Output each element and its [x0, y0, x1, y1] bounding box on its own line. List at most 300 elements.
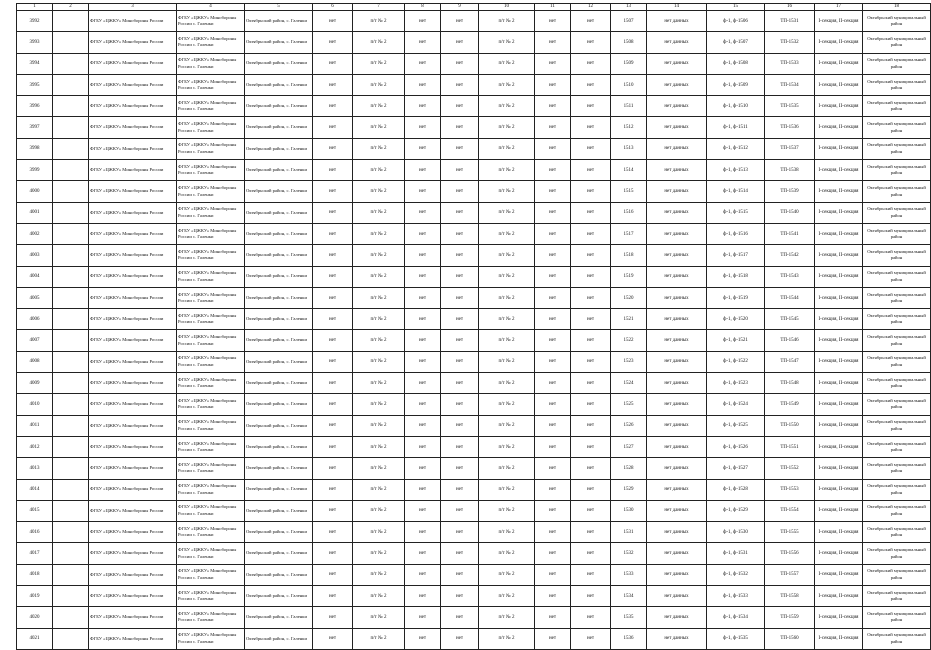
holder-cell: ФГБУ «ЦЖКУ» Минобороны России с. Галенки	[177, 53, 245, 74]
col10-cell: п/т № 2	[479, 330, 535, 351]
col16-cell: ТП-1541	[765, 223, 815, 244]
col9-cell: нет	[441, 181, 479, 202]
holder-cell: ФГБУ «ЦЖКУ» Минобороны России с. Галенки	[177, 479, 245, 500]
col16-cell: ТП-1555	[765, 522, 815, 543]
col12-cell: нет	[571, 330, 611, 351]
col13-cell: 1510	[611, 74, 647, 95]
col6-cell: нет	[313, 330, 353, 351]
col13-cell: 1516	[611, 202, 647, 223]
row-number: 3999	[17, 160, 53, 181]
table-row	[17, 351, 931, 372]
owner-cell: ФГБУ «ЦЖКУ» Минобороны России	[89, 500, 177, 521]
holder-cell: ФГБУ «ЦЖКУ» Минобороны России с. Галенки	[177, 160, 245, 181]
col12-cell: нет	[571, 458, 611, 479]
col6-cell: нет	[313, 181, 353, 202]
table-row	[17, 436, 931, 457]
col11-cell: нет	[535, 373, 571, 394]
col9-cell: нет	[441, 543, 479, 564]
col14-cell: нет данных	[647, 53, 707, 74]
col9-cell: нет	[441, 53, 479, 74]
address-cell: Октябрьский район, с. Галенки	[245, 32, 313, 53]
empty-cell	[53, 117, 89, 138]
col17-cell: I-секция, II-секция	[815, 266, 863, 287]
col10-cell: п/т № 2	[479, 53, 535, 74]
col6-cell: нет	[313, 373, 353, 394]
col12-cell: нет	[571, 74, 611, 95]
col14-cell: нет данных	[647, 586, 707, 607]
row-number: 4012	[17, 436, 53, 457]
holder-cell: ФГБУ «ЦЖКУ» Минобороны России с. Галенки	[177, 543, 245, 564]
table-row	[17, 628, 931, 649]
col11-cell: нет	[535, 53, 571, 74]
district-cell: Октябрьский муниципальный район	[863, 586, 931, 607]
table-row	[17, 479, 931, 500]
col6-cell: нет	[313, 266, 353, 287]
col12-cell: нет	[571, 223, 611, 244]
col7-cell: п/т № 2	[353, 543, 405, 564]
empty-cell	[53, 32, 89, 53]
col12-cell: нет	[571, 160, 611, 181]
col13-cell: 1530	[611, 500, 647, 521]
row-number: 4021	[17, 628, 53, 649]
address-cell: Октябрьский район, с. Галенки	[245, 586, 313, 607]
column-number: 2	[53, 4, 89, 11]
district-cell: Октябрьский муниципальный район	[863, 245, 931, 266]
col11-cell: нет	[535, 266, 571, 287]
col17-cell: I-секция, II-секция	[815, 373, 863, 394]
col16-cell: ТП-1532	[765, 32, 815, 53]
col15-cell: ф-1, ф-1506	[707, 11, 765, 32]
holder-cell: ФГБУ «ЦЖКУ» Минобороны России с. Галенки	[177, 351, 245, 372]
col10-cell: п/т № 2	[479, 479, 535, 500]
col9-cell: нет	[441, 11, 479, 32]
col15-cell: ф-1, ф-1518	[707, 266, 765, 287]
col14-cell: нет данных	[647, 500, 707, 521]
col12-cell: нет	[571, 181, 611, 202]
district-cell: Октябрьский муниципальный район	[863, 628, 931, 649]
holder-cell: ФГБУ «ЦЖКУ» Минобороны России с. Галенки	[177, 138, 245, 159]
holder-cell: ФГБУ «ЦЖКУ» Минобороны России с. Галенки	[177, 436, 245, 457]
row-number: 4019	[17, 586, 53, 607]
col17-cell: I-секция, II-секция	[815, 543, 863, 564]
empty-cell	[53, 436, 89, 457]
col7-cell: п/т № 2	[353, 96, 405, 117]
col15-cell: ф-1, ф-1510	[707, 96, 765, 117]
col11-cell: нет	[535, 458, 571, 479]
col17-cell: I-секция, II-секция	[815, 160, 863, 181]
col10-cell: п/т № 2	[479, 266, 535, 287]
row-number: 4006	[17, 309, 53, 330]
col17-cell: I-секция, II-секция	[815, 415, 863, 436]
col15-cell: ф-1, ф-1524	[707, 394, 765, 415]
col12-cell: нет	[571, 287, 611, 308]
col12-cell: нет	[571, 266, 611, 287]
col11-cell: нет	[535, 522, 571, 543]
holder-cell: ФГБУ «ЦЖКУ» Минобороны России с. Галенки	[177, 607, 245, 628]
column-number: 16	[765, 4, 815, 11]
col8-cell: нет	[405, 266, 441, 287]
empty-cell	[53, 138, 89, 159]
col13-cell: 1524	[611, 373, 647, 394]
col14-cell: нет данных	[647, 96, 707, 117]
row-number: 4020	[17, 607, 53, 628]
holder-cell: ФГБУ «ЦЖКУ» Минобороны России с. Галенки	[177, 330, 245, 351]
address-cell: Октябрьский район, с. Галенки	[245, 160, 313, 181]
row-number: 4000	[17, 181, 53, 202]
holder-cell: ФГБУ «ЦЖКУ» Минобороны России с. Галенки	[177, 415, 245, 436]
col11-cell: нет	[535, 564, 571, 585]
col11-cell: нет	[535, 11, 571, 32]
col17-cell: I-секция, II-секция	[815, 117, 863, 138]
col16-cell: ТП-1536	[765, 117, 815, 138]
col14-cell: нет данных	[647, 138, 707, 159]
owner-cell: ФГБУ «ЦЖКУ» Минобороны России	[89, 32, 177, 53]
col8-cell: нет	[405, 245, 441, 266]
empty-cell	[53, 74, 89, 95]
col14-cell: нет данных	[647, 223, 707, 244]
district-cell: Октябрьский муниципальный район	[863, 607, 931, 628]
col8-cell: нет	[405, 586, 441, 607]
owner-cell: ФГБУ «ЦЖКУ» Минобороны России	[89, 138, 177, 159]
col9-cell: нет	[441, 500, 479, 521]
col9-cell: нет	[441, 32, 479, 53]
table-row	[17, 202, 931, 223]
table-row	[17, 543, 931, 564]
col15-cell: ф-1, ф-1520	[707, 309, 765, 330]
col10-cell: п/т № 2	[479, 245, 535, 266]
col11-cell: нет	[535, 543, 571, 564]
col17-cell: I-секция, II-секция	[815, 96, 863, 117]
district-cell: Октябрьский муниципальный район	[863, 287, 931, 308]
col13-cell: 1525	[611, 394, 647, 415]
col15-cell: ф-1, ф-1509	[707, 74, 765, 95]
col10-cell: п/т № 2	[479, 138, 535, 159]
col13-cell: 1512	[611, 117, 647, 138]
col7-cell: п/т № 2	[353, 309, 405, 330]
holder-cell: ФГБУ «ЦЖКУ» Минобороны России с. Галенки	[177, 458, 245, 479]
holder-cell: ФГБУ «ЦЖКУ» Минобороны России с. Галенки	[177, 564, 245, 585]
row-number: 4008	[17, 351, 53, 372]
col7-cell: п/т № 2	[353, 394, 405, 415]
col13-cell: 1519	[611, 266, 647, 287]
empty-cell	[53, 287, 89, 308]
col6-cell: нет	[313, 586, 353, 607]
col8-cell: нет	[405, 223, 441, 244]
col9-cell: нет	[441, 628, 479, 649]
col7-cell: п/т № 2	[353, 607, 405, 628]
column-number: 7	[353, 4, 405, 11]
col8-cell: нет	[405, 607, 441, 628]
empty-cell	[53, 394, 89, 415]
column-number: 6	[313, 4, 353, 11]
col7-cell: п/т № 2	[353, 11, 405, 32]
column-number: 1	[17, 4, 53, 11]
col11-cell: нет	[535, 330, 571, 351]
owner-cell: ФГБУ «ЦЖКУ» Минобороны России	[89, 373, 177, 394]
address-cell: Октябрьский район, с. Галенки	[245, 394, 313, 415]
owner-cell: ФГБУ «ЦЖКУ» Минобороны России	[89, 607, 177, 628]
col16-cell: ТП-1554	[765, 500, 815, 521]
col6-cell: нет	[313, 351, 353, 372]
district-cell: Октябрьский муниципальный район	[863, 436, 931, 457]
col12-cell: нет	[571, 96, 611, 117]
col9-cell: нет	[441, 351, 479, 372]
col8-cell: нет	[405, 202, 441, 223]
col13-cell: 1507	[611, 11, 647, 32]
col16-cell: ТП-1545	[765, 309, 815, 330]
row-number: 4013	[17, 458, 53, 479]
col7-cell: п/т № 2	[353, 564, 405, 585]
col17-cell: I-секция, II-секция	[815, 628, 863, 649]
owner-cell: ФГБУ «ЦЖКУ» Минобороны России	[89, 628, 177, 649]
col14-cell: нет данных	[647, 394, 707, 415]
table-row	[17, 522, 931, 543]
col12-cell: нет	[571, 607, 611, 628]
col9-cell: нет	[441, 564, 479, 585]
table-row	[17, 245, 931, 266]
empty-cell	[53, 11, 89, 32]
empty-cell	[53, 479, 89, 500]
col9-cell: нет	[441, 415, 479, 436]
column-number: 15	[707, 4, 765, 11]
holder-cell: ФГБУ «ЦЖКУ» Минобороны России с. Галенки	[177, 11, 245, 32]
col14-cell: нет данных	[647, 607, 707, 628]
col10-cell: п/т № 2	[479, 458, 535, 479]
col12-cell: нет	[571, 351, 611, 372]
col6-cell: нет	[313, 543, 353, 564]
col16-cell: ТП-1534	[765, 74, 815, 95]
row-number: 3996	[17, 96, 53, 117]
col14-cell: нет данных	[647, 117, 707, 138]
address-cell: Октябрьский район, с. Галенки	[245, 138, 313, 159]
empty-cell	[53, 223, 89, 244]
col6-cell: нет	[313, 607, 353, 628]
col10-cell: п/т № 2	[479, 351, 535, 372]
col9-cell: нет	[441, 117, 479, 138]
col17-cell: I-секция, II-секция	[815, 500, 863, 521]
col10-cell: п/т № 2	[479, 628, 535, 649]
col7-cell: п/т № 2	[353, 373, 405, 394]
col11-cell: нет	[535, 96, 571, 117]
col15-cell: ф-1, ф-1522	[707, 351, 765, 372]
col10-cell: п/т № 2	[479, 394, 535, 415]
empty-cell	[53, 202, 89, 223]
col15-cell: ф-1, ф-1517	[707, 245, 765, 266]
col15-cell: ф-1, ф-1519	[707, 287, 765, 308]
table-row	[17, 266, 931, 287]
address-cell: Октябрьский район, с. Галенки	[245, 351, 313, 372]
col8-cell: нет	[405, 74, 441, 95]
column-number: 5	[245, 4, 313, 11]
col10-cell: п/т № 2	[479, 96, 535, 117]
col14-cell: нет данных	[647, 351, 707, 372]
col16-cell: ТП-1552	[765, 458, 815, 479]
col16-cell: ТП-1557	[765, 564, 815, 585]
col9-cell: нет	[441, 138, 479, 159]
column-number: 9	[441, 4, 479, 11]
col10-cell: п/т № 2	[479, 309, 535, 330]
col9-cell: нет	[441, 202, 479, 223]
col16-cell: ТП-1551	[765, 436, 815, 457]
owner-cell: ФГБУ «ЦЖКУ» Минобороны России	[89, 479, 177, 500]
col6-cell: нет	[313, 500, 353, 521]
row-number: 4009	[17, 373, 53, 394]
empty-cell	[53, 500, 89, 521]
col16-cell: ТП-1531	[765, 11, 815, 32]
col17-cell: I-секция, II-секция	[815, 586, 863, 607]
col15-cell: ф-1, ф-1529	[707, 500, 765, 521]
col12-cell: нет	[571, 564, 611, 585]
col6-cell: нет	[313, 628, 353, 649]
col15-cell: ф-1, ф-1527	[707, 458, 765, 479]
col10-cell: п/т № 2	[479, 436, 535, 457]
holder-cell: ФГБУ «ЦЖКУ» Минобороны России с. Галенки	[177, 373, 245, 394]
empty-cell	[53, 564, 89, 585]
col16-cell: ТП-1539	[765, 181, 815, 202]
table-row	[17, 287, 931, 308]
col7-cell: п/т № 2	[353, 181, 405, 202]
owner-cell: ФГБУ «ЦЖКУ» Минобороны России	[89, 117, 177, 138]
district-cell: Октябрьский муниципальный район	[863, 181, 931, 202]
col8-cell: нет	[405, 564, 441, 585]
col11-cell: нет	[535, 479, 571, 500]
col10-cell: п/т № 2	[479, 287, 535, 308]
col9-cell: нет	[441, 522, 479, 543]
col15-cell: ф-1, ф-1532	[707, 564, 765, 585]
col6-cell: нет	[313, 309, 353, 330]
empty-cell	[53, 53, 89, 74]
col17-cell: I-секция, II-секция	[815, 436, 863, 457]
col17-cell: I-секция, II-секция	[815, 138, 863, 159]
table-row	[17, 223, 931, 244]
district-cell: Октябрьский муниципальный район	[863, 458, 931, 479]
col16-cell: ТП-1544	[765, 287, 815, 308]
col8-cell: нет	[405, 181, 441, 202]
col14-cell: нет данных	[647, 160, 707, 181]
col8-cell: нет	[405, 628, 441, 649]
col16-cell: ТП-1547	[765, 351, 815, 372]
col11-cell: нет	[535, 586, 571, 607]
column-number: 17	[815, 4, 863, 11]
col9-cell: нет	[441, 266, 479, 287]
registry-table	[16, 3, 931, 650]
col6-cell: нет	[313, 202, 353, 223]
col17-cell: I-секция, II-секция	[815, 202, 863, 223]
col7-cell: п/т № 2	[353, 415, 405, 436]
col12-cell: нет	[571, 32, 611, 53]
row-number: 3993	[17, 32, 53, 53]
address-cell: Октябрьский район, с. Галенки	[245, 436, 313, 457]
table-row	[17, 373, 931, 394]
table-row	[17, 394, 931, 415]
col6-cell: нет	[313, 223, 353, 244]
owner-cell: ФГБУ «ЦЖКУ» Минобороны России	[89, 245, 177, 266]
col16-cell: ТП-1559	[765, 607, 815, 628]
col8-cell: нет	[405, 330, 441, 351]
district-cell: Октябрьский муниципальный район	[863, 266, 931, 287]
col10-cell: п/т № 2	[479, 160, 535, 181]
owner-cell: ФГБУ «ЦЖКУ» Минобороны России	[89, 586, 177, 607]
col6-cell: нет	[313, 479, 353, 500]
col10-cell: п/т № 2	[479, 32, 535, 53]
address-cell: Октябрьский район, с. Галенки	[245, 479, 313, 500]
col7-cell: п/т № 2	[353, 138, 405, 159]
col11-cell: нет	[535, 117, 571, 138]
owner-cell: ФГБУ «ЦЖКУ» Минобороны России	[89, 543, 177, 564]
table-row	[17, 564, 931, 585]
col14-cell: нет данных	[647, 266, 707, 287]
col13-cell: 1515	[611, 181, 647, 202]
col7-cell: п/т № 2	[353, 117, 405, 138]
col12-cell: нет	[571, 245, 611, 266]
col12-cell: нет	[571, 479, 611, 500]
address-cell: Октябрьский район, с. Галенки	[245, 117, 313, 138]
address-cell: Октябрьский район, с. Галенки	[245, 53, 313, 74]
col11-cell: нет	[535, 436, 571, 457]
col15-cell: ф-1, ф-1530	[707, 522, 765, 543]
col17-cell: I-секция, II-секция	[815, 53, 863, 74]
col10-cell: п/т № 2	[479, 117, 535, 138]
owner-cell: ФГБУ «ЦЖКУ» Минобороны России	[89, 564, 177, 585]
empty-cell	[53, 266, 89, 287]
table-row	[17, 181, 931, 202]
col8-cell: нет	[405, 287, 441, 308]
col16-cell: ТП-1560	[765, 628, 815, 649]
col14-cell: нет данных	[647, 11, 707, 32]
col17-cell: I-секция, II-секция	[815, 330, 863, 351]
district-cell: Октябрьский муниципальный район	[863, 309, 931, 330]
col13-cell: 1529	[611, 479, 647, 500]
column-number: 14	[647, 4, 707, 11]
col10-cell: п/т № 2	[479, 522, 535, 543]
col12-cell: нет	[571, 522, 611, 543]
col17-cell: I-секция, II-секция	[815, 394, 863, 415]
col6-cell: нет	[313, 53, 353, 74]
col7-cell: п/т № 2	[353, 223, 405, 244]
col6-cell: нет	[313, 287, 353, 308]
col8-cell: нет	[405, 53, 441, 74]
empty-cell	[53, 607, 89, 628]
address-cell: Октябрьский район, с. Галенки	[245, 309, 313, 330]
owner-cell: ФГБУ «ЦЖКУ» Минобороны России	[89, 351, 177, 372]
col11-cell: нет	[535, 138, 571, 159]
col6-cell: нет	[313, 436, 353, 457]
owner-cell: ФГБУ «ЦЖКУ» Минобороны России	[89, 202, 177, 223]
col15-cell: ф-1, ф-1516	[707, 223, 765, 244]
col8-cell: нет	[405, 32, 441, 53]
table-row	[17, 458, 931, 479]
col11-cell: нет	[535, 309, 571, 330]
col7-cell: п/т № 2	[353, 266, 405, 287]
district-cell: Октябрьский муниципальный район	[863, 394, 931, 415]
empty-cell	[53, 415, 89, 436]
row-number: 4011	[17, 415, 53, 436]
col6-cell: нет	[313, 32, 353, 53]
col14-cell: нет данных	[647, 522, 707, 543]
owner-cell: ФГБУ «ЦЖКУ» Минобороны России	[89, 266, 177, 287]
district-cell: Октябрьский муниципальный район	[863, 74, 931, 95]
col7-cell: п/т № 2	[353, 351, 405, 372]
col6-cell: нет	[313, 117, 353, 138]
col11-cell: нет	[535, 32, 571, 53]
col11-cell: нет	[535, 628, 571, 649]
empty-cell	[53, 628, 89, 649]
col11-cell: нет	[535, 202, 571, 223]
holder-cell: ФГБУ «ЦЖКУ» Минобороны России с. Галенки	[177, 32, 245, 53]
table-row	[17, 11, 931, 32]
col15-cell: ф-1, ф-1528	[707, 479, 765, 500]
col9-cell: нет	[441, 479, 479, 500]
